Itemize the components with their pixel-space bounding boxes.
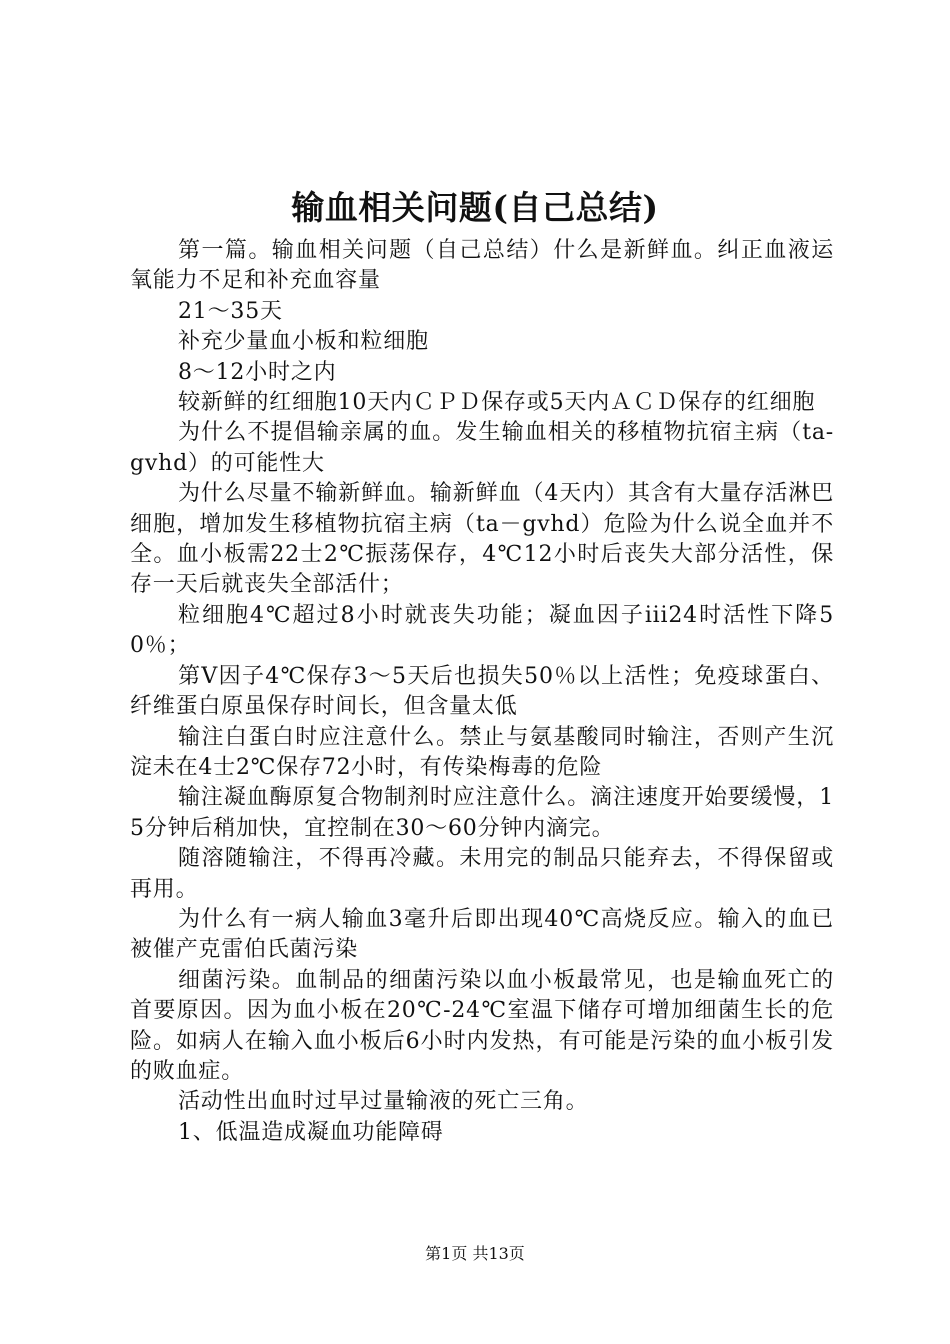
paragraph: 为什么尽量不输新鲜血。输新鲜血（4天内）其含有大量存活淋巴细胞，增加发生移植物抗宿主病（ta－gvhd）危险为什么说全血并不全。血小板需22士2℃振荡保存，4℃12小时后丧失大部分活性，保存一天后就丧失全部活什； — [130, 481, 834, 598]
document-body — [130, 236, 834, 1148]
paragraph: 为什么有一病人输血3毫升后即出现40℃高烧反应。输入的血已被催产克雷伯氏菌污染 — [130, 906, 834, 963]
paragraph: 8～12小时之内 — [178, 359, 337, 385]
paragraph: 21～35天 — [178, 298, 283, 324]
paragraph: 第一篇。输血相关问题（自己总结）什么是新鲜血。纠正血液运氧能力不足和补充血容量 — [130, 238, 834, 294]
paragraph: 较新鲜的红细胞10天内ＣＰＤ保存或5天内ＡＣＤ保存的红细胞 — [178, 390, 816, 416]
page-number-footer: 第1页 共13页 — [425, 1244, 525, 1263]
paragraph: 为什么不提倡输亲属的血。发生输血相关的移植物抗宿主病（ta-gvhd）的可能性大 — [130, 420, 834, 476]
paragraph: 活动性出血时过早过量输液的死亡三角。 — [178, 1089, 589, 1115]
paragraph: 补充少量血小板和粒细胞 — [178, 329, 429, 355]
paragraph: 第Ⅴ因子4℃保存3～5天后也损失50％以上活性；免疫球蛋白、纤维蛋白原虽保存时间长，但含量太低 — [130, 663, 834, 720]
paragraph: 细菌污染。血制品的细菌污染以血小板最常见，也是输血死亡的首要原因。因为血小板在20℃-24℃室温下储存可增加细菌生长的危险。如病人在输入血小板后6小时内发热，有可能是污染的血小板引发的败血症。 — [130, 967, 834, 1084]
paragraph: 随溶随输注，不得再冷藏。未用完的制品只能弃去，不得保留或再用。 — [130, 846, 834, 902]
paragraph: 粒细胞4℃超过8小时就丧失功能；凝血因子iii24时活性下降50％； — [130, 602, 834, 659]
paragraph: 输注白蛋白时应注意什么。禁止与氨基酸同时输注，否则产生沉淀未在4士2℃保存72小时，有传染梅毒的危险 — [130, 724, 834, 780]
paragraph: 输注凝血酶原复合物制剂时应注意什么。滴注速度开始要缓慢，15分钟后稍加快，宜控制在30～60分钟内滴完。 — [130, 785, 834, 841]
paragraph: 1、低温造成凝血功能障碍 — [178, 1119, 444, 1145]
document-title: 输血相关问题(自己总结) — [291, 188, 659, 227]
